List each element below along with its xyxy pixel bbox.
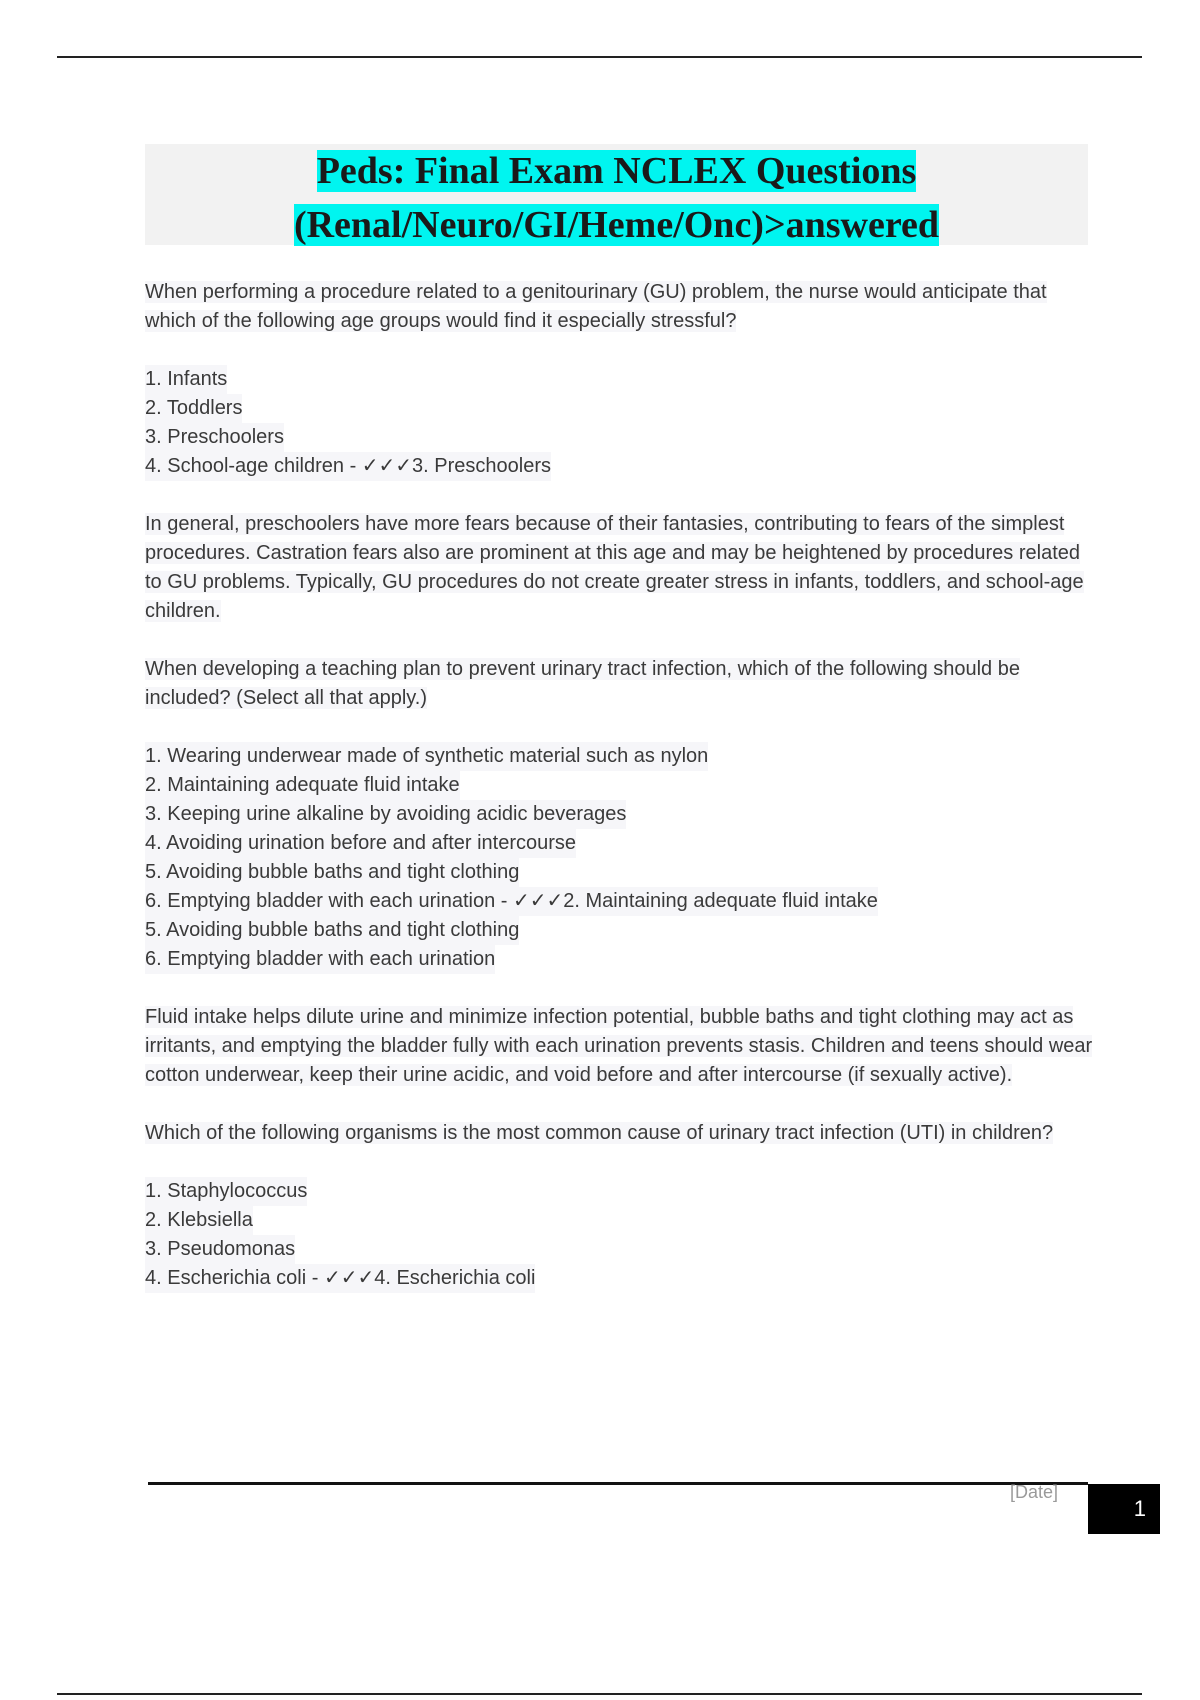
option-item-answer: 6. Emptying bladder with each urination - ✓✓✓2. Maintaining adequate fluid intake — [145, 887, 878, 916]
title-line-2: (Renal/Neuro/GI/Heme/Onc)>answered — [293, 204, 940, 246]
question-2 — [145, 655, 1095, 713]
footer-rule — [148, 1482, 1088, 1485]
option-item: 1. Infants — [145, 365, 227, 394]
question-text: When developing a teaching plan to prevent urinary tract infection, which of the following should be included? (Select all that apply.) — [145, 658, 1020, 709]
footer-date: [Date] — [1010, 1482, 1059, 1502]
page-bottom-rule — [57, 1693, 1142, 1695]
option-item: 1. Wearing underwear made of synthetic material such as nylon — [145, 742, 708, 771]
option-item: 2. Maintaining adequate fluid intake — [145, 771, 460, 800]
option-item: 3. Keeping urine alkaline by avoiding acidic beverages — [145, 800, 626, 829]
question-1-options — [145, 365, 1095, 481]
option-item: 5. Avoiding bubble baths and tight clothing — [145, 916, 519, 945]
title-line-1: Peds: Final Exam NCLEX Questions — [316, 150, 917, 192]
question-2-rationale — [145, 1003, 1095, 1090]
page-number: 1 — [1088, 1484, 1160, 1534]
document-body — [145, 278, 1095, 1322]
question-3-options — [145, 1177, 1095, 1293]
document-title — [145, 144, 1088, 245]
rationale-text: In general, preschoolers have more fears because of their fantasies, contributing to fears of the simplest procedures. Castration fears also are prominent at this age and may be heightened by procedures related to GU problems. Typically, GU procedures do not create greater stress in infants, toddlers, and school-age children. — [145, 513, 1084, 622]
option-item: 5. Avoiding bubble baths and tight clothing — [145, 858, 519, 887]
option-item: 4. Avoiding urination before and after intercourse — [145, 829, 576, 858]
option-item: 2. Toddlers — [145, 394, 242, 423]
option-item-answer: 4. School-age children - ✓✓✓3. Preschoolers — [145, 452, 551, 481]
option-item: 3. Pseudomonas — [145, 1235, 295, 1264]
question-3 — [145, 1119, 1095, 1148]
option-item-answer: 4. Escherichia coli - ✓✓✓4. Escherichia coli — [145, 1264, 535, 1293]
rationale-text: Fluid intake helps dilute urine and minimize infection potential, bubble baths and tight clothing may act as irritants, and emptying the bladder fully with each urination prevents stasis. Children and teens should wear cotton underwear, keep their urine acidic, and void before and after intercourse (if sexually active). — [145, 1006, 1093, 1086]
option-item: 3. Preschoolers — [145, 423, 284, 452]
question-1-rationale — [145, 510, 1095, 626]
option-item: 6. Emptying bladder with each urination — [145, 945, 495, 974]
question-text: When performing a procedure related to a genitourinary (GU) problem, the nurse would anticipate that which of the following age groups would find it especially stressful? — [145, 281, 1047, 332]
question-text: Which of the following organisms is the most common cause of urinary tract infection (UTI) in children? — [145, 1122, 1054, 1144]
option-item: 2. Klebsiella — [145, 1206, 253, 1235]
page-top-rule — [57, 56, 1142, 58]
option-item: 1. Staphylococcus — [145, 1177, 307, 1206]
question-2-options — [145, 742, 1095, 974]
question-1 — [145, 278, 1095, 336]
